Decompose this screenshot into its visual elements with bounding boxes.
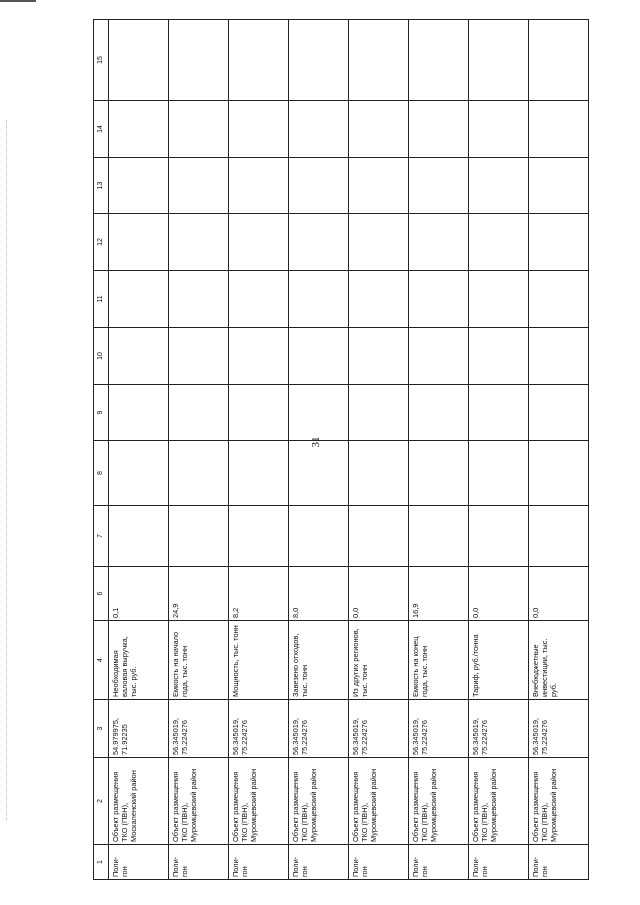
col-header: 3 [94, 700, 109, 758]
cell-empty [349, 441, 409, 506]
cell-coords: 56.345019, 75.224276 [229, 700, 289, 758]
cell-empty [229, 441, 289, 506]
cell-empty [529, 214, 589, 271]
col-header: 1 [94, 845, 109, 880]
col-header: 13 [94, 158, 109, 214]
cell-empty [229, 158, 289, 214]
cell-coords: 56.345019, 75.224276 [469, 700, 529, 758]
cell-empty [109, 158, 169, 214]
table-row [349, 20, 409, 880]
cell-empty [229, 506, 289, 567]
cell-empty [169, 214, 229, 271]
cell-type: Поли-гон [169, 845, 229, 880]
cell-object: Объект размещения ТКО (ПВН), Муромцевский район [469, 758, 529, 845]
cell-empty [109, 271, 169, 328]
cell-empty [469, 271, 529, 328]
cell-indicator: Завезено отходов, тыс. тонн [289, 621, 349, 700]
table-row [409, 20, 469, 880]
cell-value: 24,9 [169, 567, 229, 621]
cell-empty [169, 441, 229, 506]
cell-type: Поли-гон [529, 845, 589, 880]
table-container [93, 20, 589, 880]
cell-value: 8,2 [229, 567, 289, 621]
cell-empty [229, 385, 289, 441]
cell-type: Поли-гон [469, 845, 529, 880]
cell-empty [349, 20, 409, 101]
table-row [529, 20, 589, 880]
cell-indicator: Тариф, руб./тонна [469, 621, 529, 700]
cell-empty [109, 101, 169, 158]
col-header: 9 [94, 385, 109, 441]
cell-empty [169, 271, 229, 328]
cell-object: Объект размещения ТКО (ПВН), Муромцевский район [529, 758, 589, 845]
cell-value: 0,0 [529, 567, 589, 621]
cell-empty [229, 20, 289, 101]
cell-empty [529, 20, 589, 101]
cell-empty [349, 158, 409, 214]
cell-empty [229, 271, 289, 328]
cell-empty [289, 271, 349, 328]
cell-empty [169, 101, 229, 158]
col-header: 15 [94, 20, 109, 101]
cell-empty [289, 20, 349, 101]
cell-coords: 56.345019, 75.224276 [529, 700, 589, 758]
col-header: 4 [94, 621, 109, 700]
cell-empty [349, 385, 409, 441]
cell-empty [469, 328, 529, 385]
cell-empty [469, 20, 529, 101]
cell-empty [349, 101, 409, 158]
cell-empty [109, 214, 169, 271]
cell-object: Объект размещения ТКО (ПВН), Муромцевский район [349, 758, 409, 845]
col-header: 10 [94, 328, 109, 385]
cell-empty [109, 328, 169, 385]
cell-object: Объект размещения ТКО (ПВН), Муромцевский район [229, 758, 289, 845]
cell-empty [529, 441, 589, 506]
cell-coords: 56.345019, 75.224276 [289, 700, 349, 758]
table-row [289, 20, 349, 880]
cell-empty [529, 158, 589, 214]
cell-object: Объект размещения ТКО (ПВН), Муромцевский район [409, 758, 469, 845]
cell-empty [229, 214, 289, 271]
table-row [169, 20, 229, 880]
cell-empty [409, 385, 469, 441]
cell-empty [109, 506, 169, 567]
cell-coords: 56.345019, 75.224276 [169, 700, 229, 758]
cell-empty [169, 328, 229, 385]
col-header: 8 [94, 441, 109, 506]
cell-value: 0,1 [109, 567, 169, 621]
cell-empty [169, 506, 229, 567]
cell-empty [289, 214, 349, 271]
cell-empty [409, 20, 469, 101]
cell-empty [529, 328, 589, 385]
cell-empty [409, 101, 469, 158]
col-header: 14 [94, 101, 109, 158]
col-header: 2 [94, 758, 109, 845]
cell-empty [289, 506, 349, 567]
scan-edge [6, 120, 8, 820]
cell-coords: 54.979975, 71.92235 [109, 700, 169, 758]
cell-empty [109, 441, 169, 506]
cell-empty [529, 385, 589, 441]
cell-empty [349, 271, 409, 328]
cell-empty [349, 214, 409, 271]
cell-value: 8,0 [289, 567, 349, 621]
cell-empty [349, 328, 409, 385]
cell-coords: 56.345019, 75.224276 [409, 700, 469, 758]
cell-empty [469, 385, 529, 441]
cell-empty [409, 214, 469, 271]
cell-empty [169, 20, 229, 101]
cell-empty [229, 328, 289, 385]
page-number: 31 [310, 436, 322, 448]
cell-empty [289, 158, 349, 214]
col-header: 6 [94, 567, 109, 621]
cell-empty [169, 158, 229, 214]
cell-object: Объект размещения ТКО (ПВН), Москаленский район [109, 758, 169, 845]
cell-empty [529, 271, 589, 328]
cell-empty [469, 441, 529, 506]
cell-object: Объект размещения ТКО (ПВН), Муромцевский район [289, 758, 349, 845]
col-header: 11 [94, 271, 109, 328]
cell-empty [289, 101, 349, 158]
cell-coords: 56.345019, 75.224276 [349, 700, 409, 758]
cell-empty [409, 506, 469, 567]
cell-empty [229, 101, 289, 158]
cell-value: 0,0 [469, 567, 529, 621]
cell-empty [529, 101, 589, 158]
table-body [109, 20, 589, 880]
cell-empty [289, 328, 349, 385]
col-header: 7 [94, 506, 109, 567]
cell-indicator: Внебюджетные инвестиции, тыс. руб. [529, 621, 589, 700]
data-table [93, 19, 589, 880]
cell-indicator: Необходимая валовая выручка, тыс. руб. [109, 621, 169, 700]
cell-empty [109, 385, 169, 441]
cell-empty [169, 385, 229, 441]
table-row [469, 20, 529, 880]
cell-empty [409, 271, 469, 328]
cell-value: 16,9 [409, 567, 469, 621]
cell-value: 0,0 [349, 567, 409, 621]
cell-indicator: Емкость на конец года, тыс. тонн [409, 621, 469, 700]
cell-type: Поли-гон [109, 845, 169, 880]
cell-empty [469, 214, 529, 271]
cell-empty [529, 506, 589, 567]
cell-empty [469, 101, 529, 158]
cell-empty [409, 328, 469, 385]
cell-object: Объект размещения ТКО (ПВН), Муромцевский район [169, 758, 229, 845]
cell-type: Поли-гон [229, 845, 289, 880]
table-row [109, 20, 169, 880]
cell-empty [109, 20, 169, 101]
cell-empty [349, 506, 409, 567]
cell-empty [469, 158, 529, 214]
header-row [94, 20, 109, 880]
table-row [229, 20, 289, 880]
cell-empty [469, 506, 529, 567]
cell-indicator: Из других регионов, тыс. тонн [349, 621, 409, 700]
cell-empty [289, 385, 349, 441]
cell-empty [409, 158, 469, 214]
cell-type: Поли-гон [289, 845, 349, 880]
cell-type: Поли-гон [409, 845, 469, 880]
cell-type: Поли-гон [349, 845, 409, 880]
cell-indicator: Емкость на начало года, тыс. тонн [169, 621, 229, 700]
col-header: 12 [94, 214, 109, 271]
cell-empty [409, 441, 469, 506]
corner-mark [0, 0, 36, 2]
cell-empty [289, 441, 349, 506]
cell-indicator: Мощность, тыс. тонн [229, 621, 289, 700]
rotated-table [93, 20, 589, 880]
